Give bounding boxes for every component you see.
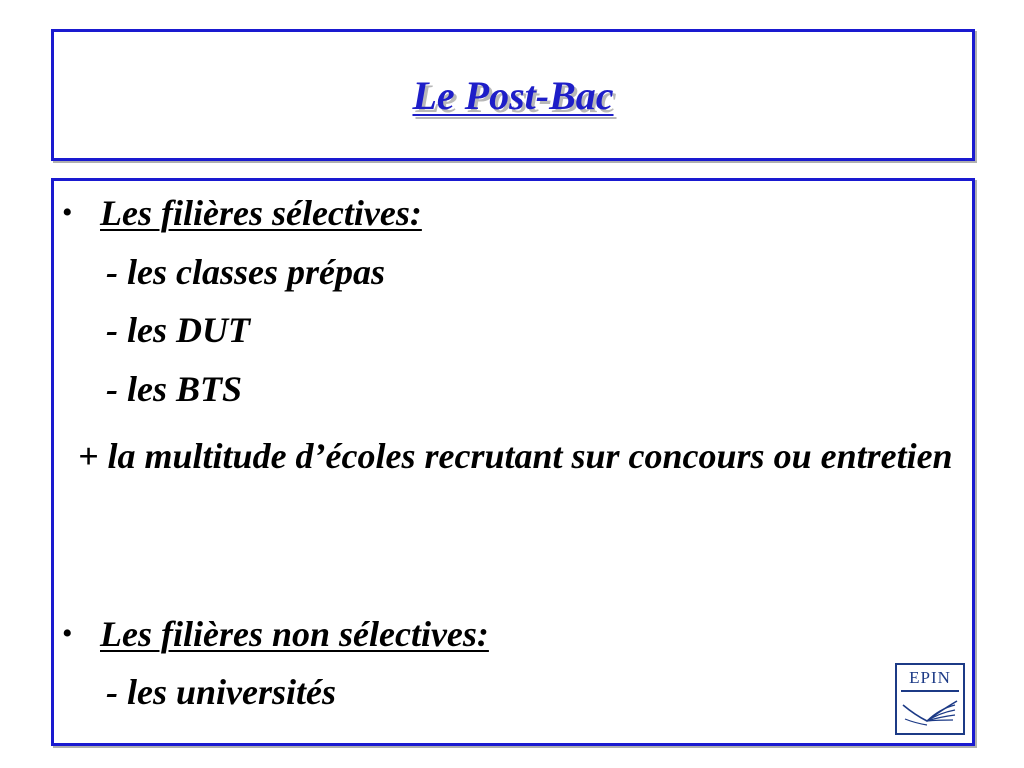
book-pages-icon xyxy=(901,695,959,729)
section-heading-non-selective: Les filières non sélectives: xyxy=(100,614,489,654)
logo-divider xyxy=(901,690,959,692)
bullet-marker: • xyxy=(62,617,73,650)
list-item: - les universités xyxy=(106,672,336,712)
title-box xyxy=(51,29,975,161)
list-item: - les classes prépas xyxy=(106,252,385,292)
slide-title: Le Post-Bac xyxy=(412,72,614,118)
logo-text: EPIN xyxy=(909,668,951,687)
section-heading-selective: Les filières sélectives: xyxy=(100,193,422,233)
bullet-marker: • xyxy=(62,196,73,229)
content-box xyxy=(51,178,975,746)
list-item: - les DUT xyxy=(106,310,250,350)
note-multitude-ecoles: + la multitude d’écoles recrutant sur concours ou entretien xyxy=(78,436,953,476)
epin-logo xyxy=(895,663,965,735)
list-item: - les BTS xyxy=(106,369,243,409)
